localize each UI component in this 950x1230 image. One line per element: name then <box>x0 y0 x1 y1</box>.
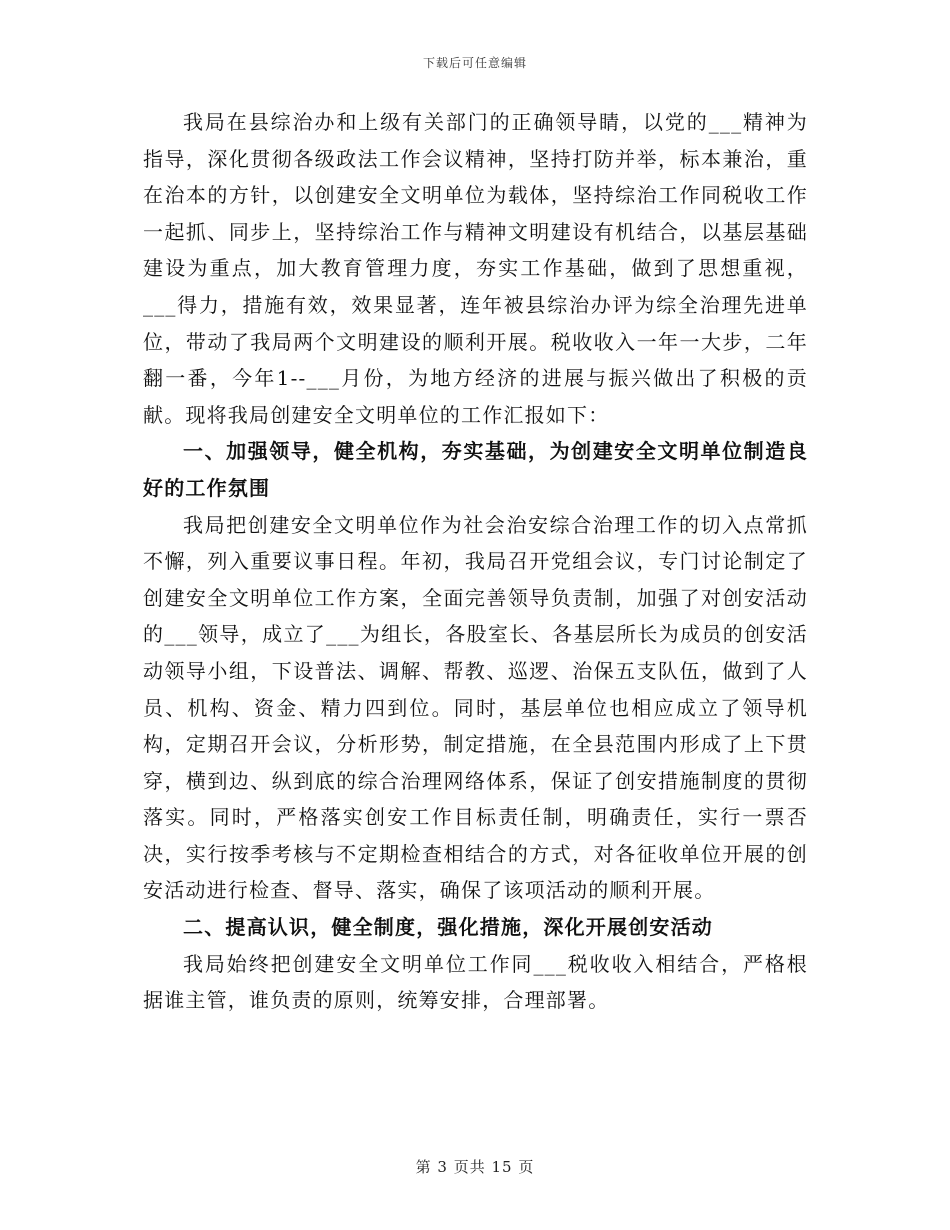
section-heading-2: 二、提高认识，健全制度，强化措施，深化开展创安活动 <box>183 915 713 940</box>
paragraph-section-1: 我局把创建安全文明单位作为社会治安综合治理工作的切入点常抓不懈，列入重要议事日程。年初，我局召开党组会议，专门讨论制定了创建安全文明单位工作方案，全面完善领导负责制，加强了对创安活动的___领导，成立了___为组长，各股室长、各基层所长为成员的创安活动领导小组，下设普法、调解、帮教、巡逻、治保五支队伍，做到了人员、机构、资金、精力四到位。同时，基层单位也相应成立了领导机构，定期召开会议，分析形势，制定措施，在全县范围内形成了上下贯穿，横到边、纵到底的综合治理网络体系，保证了创安措施制度的贯彻落实。同时，严格落实创安工作目标责任制，明确责任，实行一票否决，实行按季考核与不定期检查相结合的方式，对各征收单位开展的创安活动进行检查、督导、落实，确保了该项活动的顺利开展。 <box>143 512 808 903</box>
paragraph-section-2: 我局始终把创建安全文明单位工作同___税收收入相结合，严格根据谁主管，谁负责的原则，统筹安排，合理部署。 <box>143 951 808 1013</box>
paragraph-intro: 我局在县综治办和上级有关部门的正确领导睛，以党的___精神为指导，深化贯彻各级政法工作会议精神，坚持打防并举，标本兼治，重在治本的方针，以创建安全文明单位为载体，坚持综治工作同税收工作一起抓、同步上，坚持综治工作与精神文明建设有机结合，以基层基础建设为重点，加大教育管理力度，夯实工作基础，做到了思想重视，___得力，措施有效，效果显著，连年被县综治办评为综全治理先进单位，带动了我局两个文明建设的顺利开展。税收收入一年一大步，二年翻一番，今年1--___月份，为地方经济的进展与振兴做出了积极的贡献。现将我局创建安全文明单位的工作汇报如下： <box>143 110 808 427</box>
page-footer: 第 3 页共 15 页 <box>415 1158 535 1176</box>
document-body <box>143 104 808 1019</box>
section-heading-1: 一、加强领导，健全机构，夯实基础，为创建安全文明单位制造良好的工作氛围 <box>143 439 808 500</box>
page-header: 下载后可任意编辑 <box>422 56 527 70</box>
